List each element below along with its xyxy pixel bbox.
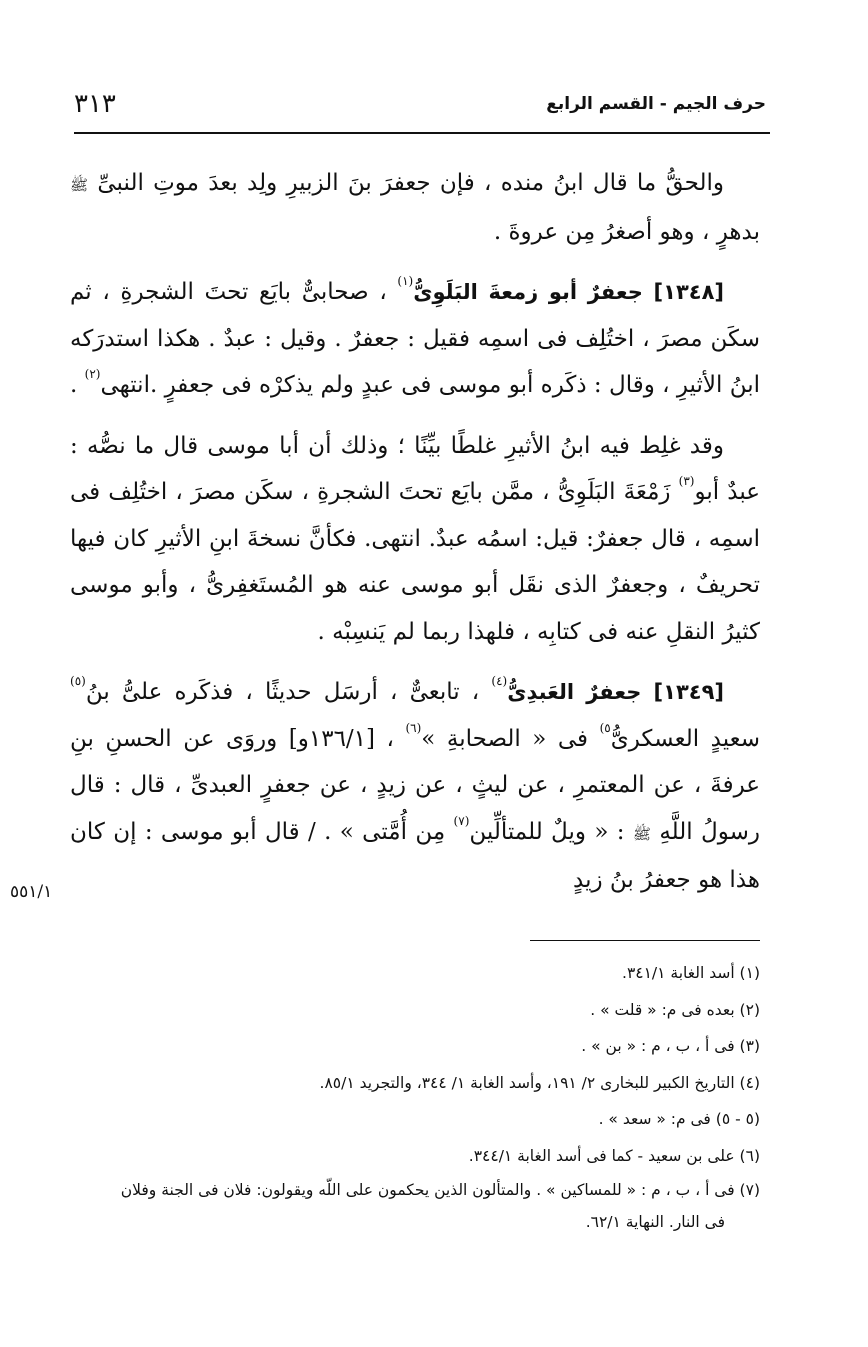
footnote-ref-2: (٢) (84, 367, 101, 381)
footnote-ref-5-open: (٥) (70, 674, 86, 688)
footnote-ref-6: (٦) (405, 720, 422, 735)
entry-1349-text-d: ، [١٣٦/١و] وروَى عن الحسنِ بنِ عرفةَ ، عن المعتمرِ ، عن ليثٍ ، عن زيدٍ ، عن جعفرٍ العبدىِّ ، قال : قال رسولُ اللَّهِ (70, 725, 761, 845)
footnote-ref-4: (٤) (491, 674, 508, 688)
footnote-7-line-1: (٧) فى أ ، ب ، م : « للمساكين » . والمتألون الذين يحكمون على اللّه ويقولون: فلان فى الجنة وفلان (120, 1181, 760, 1199)
entry-1349-text-f: مِن أُمَّتى » . / قال أبو موسى : إن كان هذا هو جعفرُ بنُ زيدٍ (70, 818, 760, 893)
entry-1349-text-e: : « ويلٌ للمتألِّين (469, 818, 625, 845)
footnote-ref-3: (٣) (678, 474, 695, 488)
entry-1348 (70, 269, 760, 409)
footnote-ref-7: (٧) (453, 813, 470, 828)
footnotes (60, 955, 760, 1238)
margin-reference: ٥٥١/١ (10, 882, 53, 902)
main-text (70, 160, 760, 904)
honorific-glyph: ﷺ (70, 176, 89, 194)
footnote-7-line-2: فى النار. النهاية ٦٢/١. (585, 1213, 725, 1231)
p1-tail: بدهرٍ ، وهو أصغرُ مِن عروةَ . (493, 218, 760, 245)
footnote-7 (60, 1174, 760, 1238)
footnote-rule (530, 940, 760, 941)
entry-1349 (70, 669, 760, 904)
paragraph-1 (70, 160, 760, 255)
footnote-ref-1: (١) (397, 274, 414, 288)
entry-1348-text: ، صحابىٌّ بايَع تحتَ الشجرةِ ، ثم سكَن مصرَ ، اختُلِف فى اسمِه فقيل : جعفرٌ . وقيل : عبدٌ . هكذا استدرَكه ابنُ الأثيرِ ، وقال : ذكَره أبو موسى فى عبدٍ ولم يذكرْه فى جعفرٍ .انتهى (70, 279, 760, 398)
entry-1349-heading: [١٣٤٩] جعفرٌ العَبدِىُّ (507, 680, 725, 704)
footnote-ref-5-close: ٥) (599, 720, 611, 735)
footnote-6: (٦) على بن سعيد - كما فى أسد الغابة ٣٤٤/١. (468, 1146, 760, 1165)
entry-1348-end: . (70, 372, 78, 398)
footnote-1: (١) أسد الغابة ٣٤١/١. (622, 964, 760, 982)
footnote-5: (٥ - ٥) فى م: « سعد » . (598, 1110, 760, 1128)
p2-text-b: زَمْعَةَ البَلَوِىُّ ، ممَّن بايَع تحتَ الشجرةِ ، سكَن مصرَ ، اختُلِف فى اسمِه ، قال جعفرٌ: قيل: اسمُه عبدٌ. انتهى. فكأنَّ نسخةَ ابنِ الأثيرِ كان فيها تحريفٌ ، وجعفرٌ الذى نقَل أبو موسى عنه هو المُستَغفِرىُّ ، وأبو موسى كثيرُ النقلِ عنه فى كتابِه ، فلهذا ربما لم يَنسِبْه . (70, 479, 760, 645)
honorific-glyph-2: ﷺ (632, 824, 651, 843)
entry-1348-heading: [١٣٤٨] جعفرٌ أبو زمعةَ البَلَوِىُّ (413, 280, 725, 304)
entry-1349-text-c: فى « الصحابةِ » (421, 725, 589, 752)
footnote-3: (٣) فى أ ، ب ، م : « بن » . (581, 1037, 760, 1055)
paragraph-2 (70, 423, 760, 656)
header-rule (74, 132, 770, 134)
footnote-4: (٤) التاريخ الكبير للبخارى ٢/ ١٩١، وأسد الغابة ١/ ٣٤٤، والتجريد ٨٥/١. (319, 1073, 760, 1092)
p2-text-a: وقد غلِط فيه ابنُ الأثيرِ غلطًا بيِّنًا ؛ وذلك أن أبا موسى قال ما نصُّه : عبدٌ أبو (70, 432, 761, 505)
page-number: ٣١٣ (74, 89, 116, 119)
running-title: حرف الجيم - القسم الرابع (546, 94, 766, 114)
entry-1349-text-b: سعيدٍ العسكرىُّ (610, 725, 760, 752)
p1-text: والحقُّ ما قال ابنُ منده ، فإن جعفرَ بنَ الزبيرِ ولِد بعدَ موتِ النبىِّ (97, 170, 724, 196)
footnote-2: (٢) بعده فى م: « قلت » . (590, 1000, 760, 1019)
running-header (74, 84, 766, 124)
entry-1349-text-a: ، تابعىٌّ ، أرسَل حديثًا ، فذكَره علىُّ بنُ (85, 679, 480, 705)
